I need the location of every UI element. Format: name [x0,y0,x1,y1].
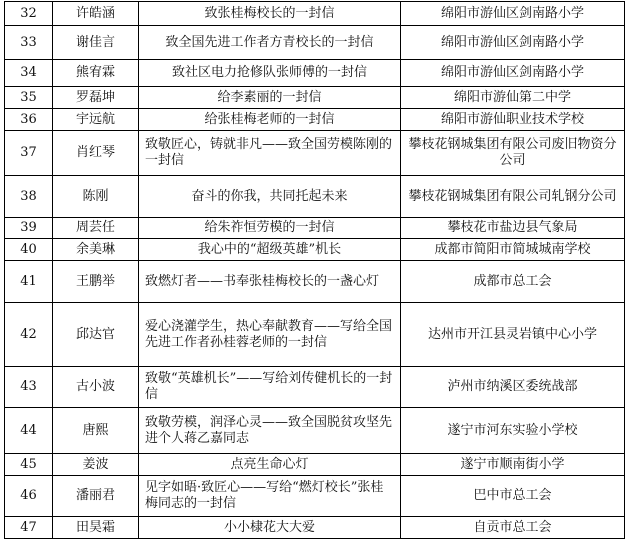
letter-title: 小小棣花大大爱 [139,517,401,539]
table-row [5,476,625,517]
table-row [5,303,625,367]
author-unit: 绵阳市游仙区剑南路小学 [401,26,625,60]
author-unit: 攀枝花钢城集团有限公司轧钢分公司 [401,176,625,218]
letter-title: 见字如晤·致匠心——写给“燃灯校长”张桂梅同志的一封信 [139,476,401,517]
author-unit: 达州市开江县灵岩镇中心小学 [401,303,625,367]
letter-title: 给朱祚恒劳模的一封信 [139,218,401,239]
row-number: 45 [5,454,53,476]
author-unit: 攀枝花钢城集团有限公司废旧物资分公司 [401,131,625,176]
author-name: 许皓涵 [53,2,139,26]
author-name: 潘丽君 [53,476,139,517]
author-name: 熊宥霖 [53,60,139,87]
table-row [5,239,625,261]
letter-title: 给李素丽的一封信 [139,87,401,109]
table-row [5,408,625,454]
letter-title: 点亮生命心灯 [139,454,401,476]
author-name: 邱达官 [53,303,139,367]
table-row [5,454,625,476]
author-name: 周芸任 [53,218,139,239]
author-name: 田昊霜 [53,517,139,539]
letter-title: 奋斗的你我，共同托起未来 [139,176,401,218]
letters-table [4,1,625,539]
letter-title: 给张桂梅老师的一封信 [139,109,401,131]
letter-title: 我心中的“超级英雄”机长 [139,239,401,261]
author-unit: 绵阳市游仙职业技术学校 [401,109,625,131]
author-unit: 绵阳市游仙区剑南路小学 [401,60,625,87]
letter-title: 致敬匠心，铸就非凡——致全国劳模陈刚的一封信 [139,131,401,176]
row-number: 40 [5,239,53,261]
table-row [5,26,625,60]
author-unit: 绵阳市游仙区剑南路小学 [401,2,625,26]
row-number: 38 [5,176,53,218]
row-number: 33 [5,26,53,60]
table-row [5,261,625,303]
author-unit: 自贡市总工会 [401,517,625,539]
table-row [5,109,625,131]
row-number: 39 [5,218,53,239]
author-name: 谢佳言 [53,26,139,60]
author-name: 陈刚 [53,176,139,218]
author-unit: 泸州市纳溪区委统战部 [401,367,625,408]
letter-title: 致全国先进工作者方青校长的一封信 [139,26,401,60]
author-name: 姜波 [53,454,139,476]
row-number: 35 [5,87,53,109]
author-name: 罗磊坤 [53,87,139,109]
row-number: 37 [5,131,53,176]
author-unit: 遂宁市河东实验小学校 [401,408,625,454]
author-unit: 成都市总工会 [401,261,625,303]
letter-title: 爱心浇灌学生，热心奉献教育——写给全国先进工作者孙桂蓉老师的一封信 [139,303,401,367]
letter-title: 致敬劳模，润泽心灵——致全国脱贫攻坚先进个人蒋乙嘉同志 [139,408,401,454]
author-name: 古小波 [53,367,139,408]
author-unit: 绵阳市游仙第二中学 [401,87,625,109]
author-unit: 成都市简阳市简城城南学校 [401,239,625,261]
row-number: 41 [5,261,53,303]
author-name: 宇远航 [53,109,139,131]
row-number: 44 [5,408,53,454]
table-row [5,176,625,218]
letter-title: 致张桂梅校长的一封信 [139,2,401,26]
table-row [5,131,625,176]
author-unit: 遂宁市顺南街小学 [401,454,625,476]
author-unit: 攀枝花市盐边县气象局 [401,218,625,239]
table-row [5,87,625,109]
letter-title: 致社区电力抢修队张师傅的一封信 [139,60,401,87]
row-number: 43 [5,367,53,408]
letter-title: 致敬“英雄机长”——写给刘传健机长的一封信 [139,367,401,408]
author-name: 余美琳 [53,239,139,261]
letter-title: 致燃灯者——书奉张桂梅校长的一盏心灯 [139,261,401,303]
table-row [5,218,625,239]
table-row [5,60,625,87]
table-row [5,367,625,408]
author-name: 肖红琴 [53,131,139,176]
row-number: 47 [5,517,53,539]
table-row [5,517,625,539]
author-unit: 巴中市总工会 [401,476,625,517]
author-name: 唐熙 [53,408,139,454]
row-number: 34 [5,60,53,87]
row-number: 46 [5,476,53,517]
table-row [5,2,625,26]
author-name: 王鹏举 [53,261,139,303]
row-number: 42 [5,303,53,367]
row-number: 36 [5,109,53,131]
row-number: 32 [5,2,53,26]
